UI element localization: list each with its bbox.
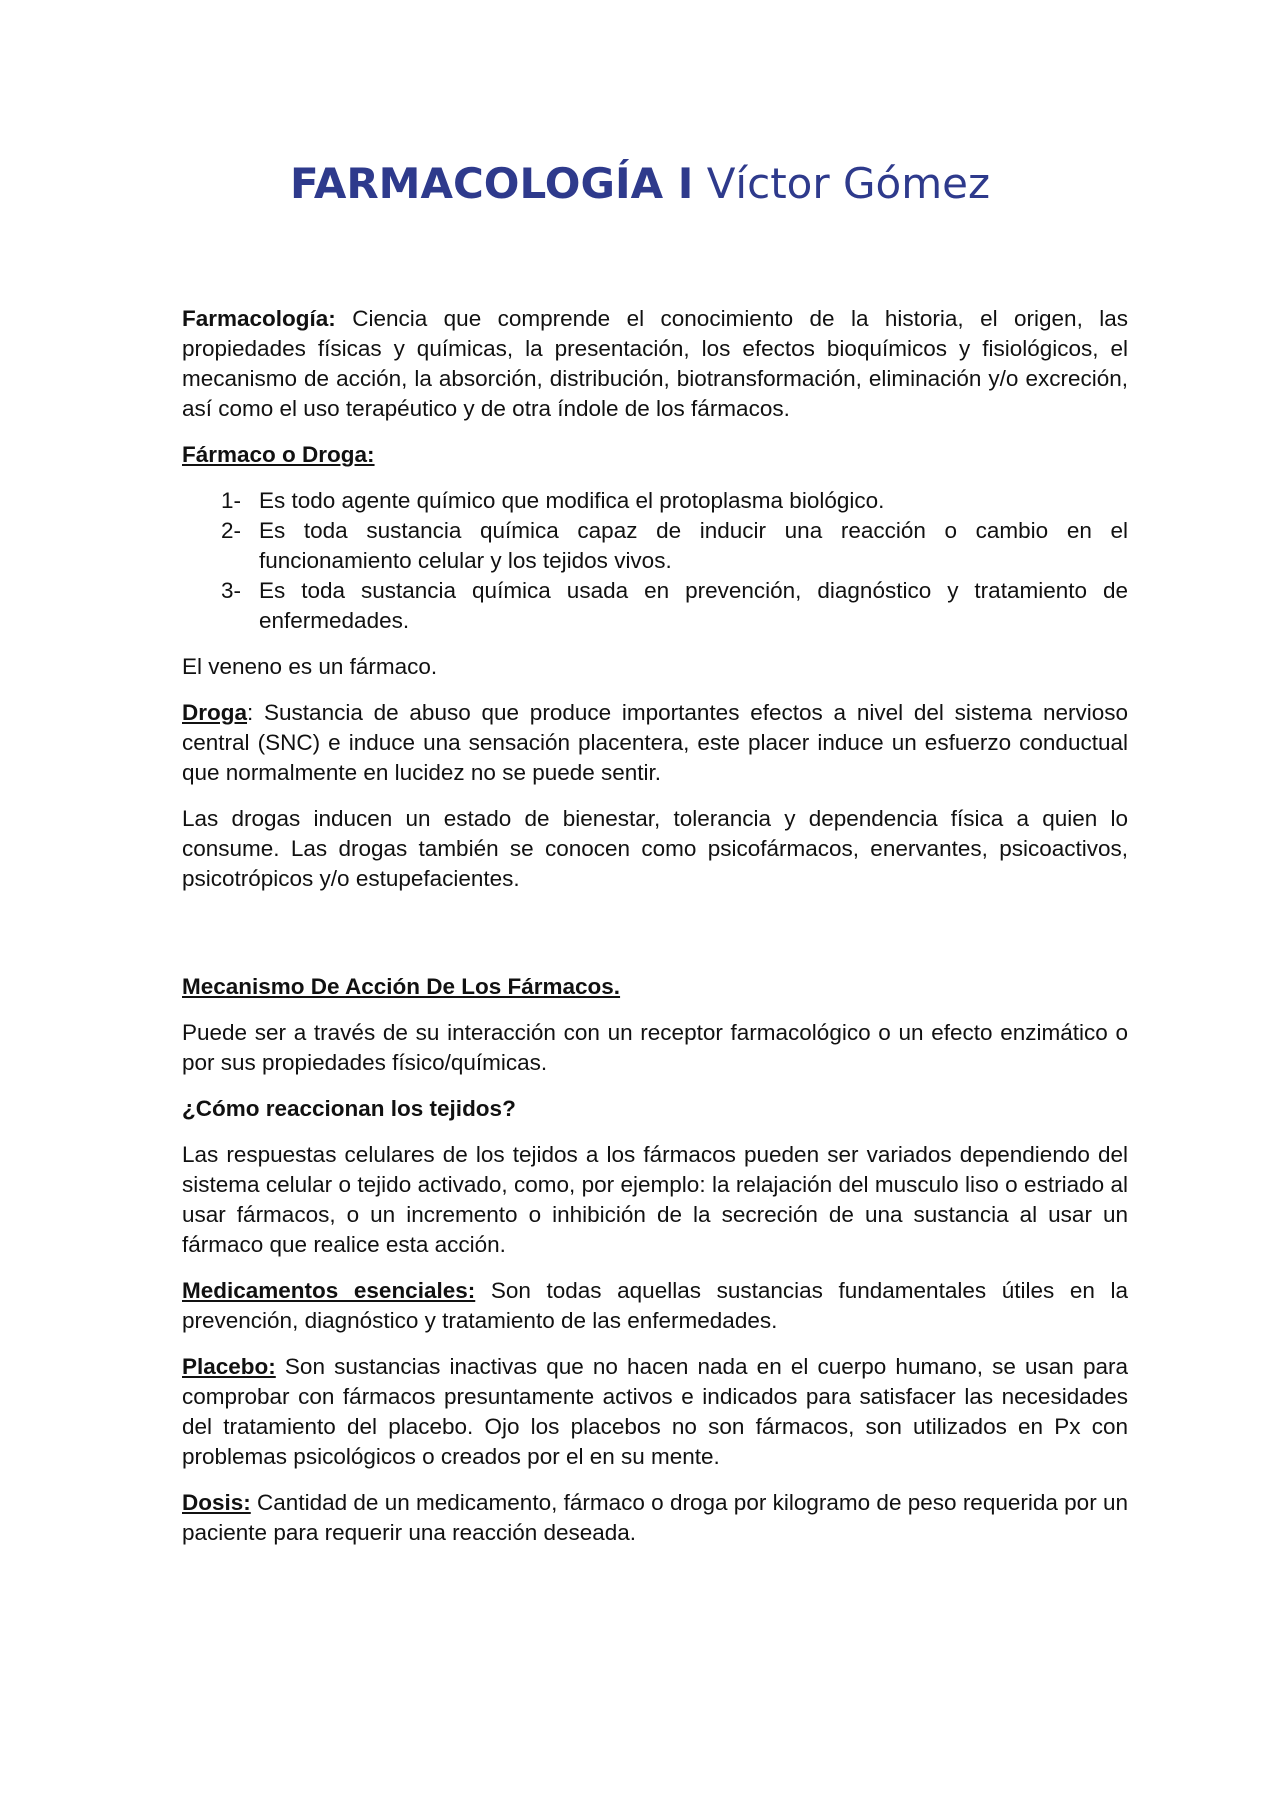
document-body: [182, 304, 1128, 1564]
section-spacer: [182, 910, 1128, 972]
heading-mecanismo: [182, 972, 1128, 1002]
term-placebo: Placebo:: [182, 1354, 276, 1379]
paragraph-mecanismo: Puede ser a través de su interacción con un receptor farmacológico o un efecto enzimático o por sus propiedades físico/químicas.: [182, 1020, 1128, 1075]
list-item: [182, 516, 1128, 576]
paragraph-placebo: [182, 1352, 1128, 1472]
list-item-number: 2-: [221, 518, 242, 543]
paragraph-tejidos: Las respuestas celulares de los tejidos a los fármacos pueden ser variados dependiendo del sistema celular o tejido activado, como, por ejemplo: la relajación del musculo liso o estriado al usar fármacos, o un incremento o inhibición de la secreción de una sustancia al usar un fármaco que realice esta acción.: [182, 1142, 1128, 1257]
definition-farmacologia: Ciencia que comprende el conocimiento de la historia, el origen, las propiedades físicas y químicas, la presentación, los efectos bioquímicos y fisiológicos, el mecanismo de acción, la absorción, distribución, biotransformación, eliminación y/o excreción, así como el uso terapéutico y de otra índole de los fármacos.: [182, 306, 1128, 421]
paragraph-drogas-inducen: Las drogas inducen un estado de bienestar, tolerancia y dependencia física a quien lo consume. Las drogas también se conocen como psicofármacos, enervantes, psicoactivos, psicotrópicos y/o estupefacientes.: [182, 806, 1128, 891]
heading-tejidos: [182, 1094, 1128, 1124]
paragraph-veneno: El veneno es un fármaco.: [182, 654, 438, 679]
term-dosis: Dosis:: [182, 1490, 251, 1515]
definition-medicamentos: Son todas aquellas sustancias fundamentales útiles en la prevención, diagnóstico y tratamiento de las enfermedades.: [182, 1278, 1128, 1333]
paragraph-droga: [182, 698, 1128, 788]
heading-tejidos-text: ¿Cómo reaccionan los tejidos?: [182, 1096, 516, 1121]
term-farmacologia: Farmacología:: [182, 306, 336, 331]
paragraph-dosis: [182, 1488, 1128, 1548]
list-item: [182, 486, 1128, 516]
list-item: [182, 576, 1128, 636]
definitions-list: [182, 486, 1128, 636]
list-item-text: Es toda sustancia química capaz de inducir una reacción o cambio en el funcionamiento celular y los tejidos vivos.: [259, 518, 1128, 573]
paragraph-medicamentos: [182, 1276, 1128, 1336]
heading-mecanismo-text: Mecanismo De Acción De Los Fármacos.: [182, 974, 621, 999]
definition-placebo: Son sustancias inactivas que no hacen nada en el cuerpo humano, se usan para comprobar con fármacos presuntamente activos e indicados para satisfacer las necesidades del tratamiento del placebo. Ojo los placebos no son fármacos, son utilizados en Px con problemas psicológicos o creados por el en su mente.: [182, 1354, 1128, 1469]
paragraph-farmacologia: [182, 304, 1128, 424]
title-author: Víctor Gómez: [706, 159, 991, 208]
heading-farmaco-droga: [182, 440, 1128, 470]
title-course: FARMACOLOGÍA I: [289, 159, 694, 208]
page-title: [0, 158, 1280, 210]
definition-droga: : Sustancia de abuso que produce importantes efectos a nivel del sistema nervioso central (SNC) e induce una sensación placentera, este placer induce un esfuerzo conductual que normalmente en lucidez no se puede sentir.: [182, 700, 1128, 785]
heading-farmaco-droga-text: Fármaco o Droga:: [182, 442, 375, 467]
definition-dosis: Cantidad de un medicamento, fármaco o droga por kilogramo de peso requerida por un paciente para requerir una reacción deseada.: [182, 1490, 1128, 1545]
list-item-text: Es toda sustancia química usada en prevención, diagnóstico y tratamiento de enfermedades.: [259, 578, 1128, 633]
list-item-text: Es todo agente químico que modifica el protoplasma biológico.: [259, 488, 885, 513]
list-item-number: 1-: [221, 488, 242, 513]
term-droga: Droga: [182, 700, 248, 725]
list-item-number: 3-: [221, 578, 242, 603]
term-medicamentos: Medicamentos esenciales:: [182, 1278, 476, 1303]
